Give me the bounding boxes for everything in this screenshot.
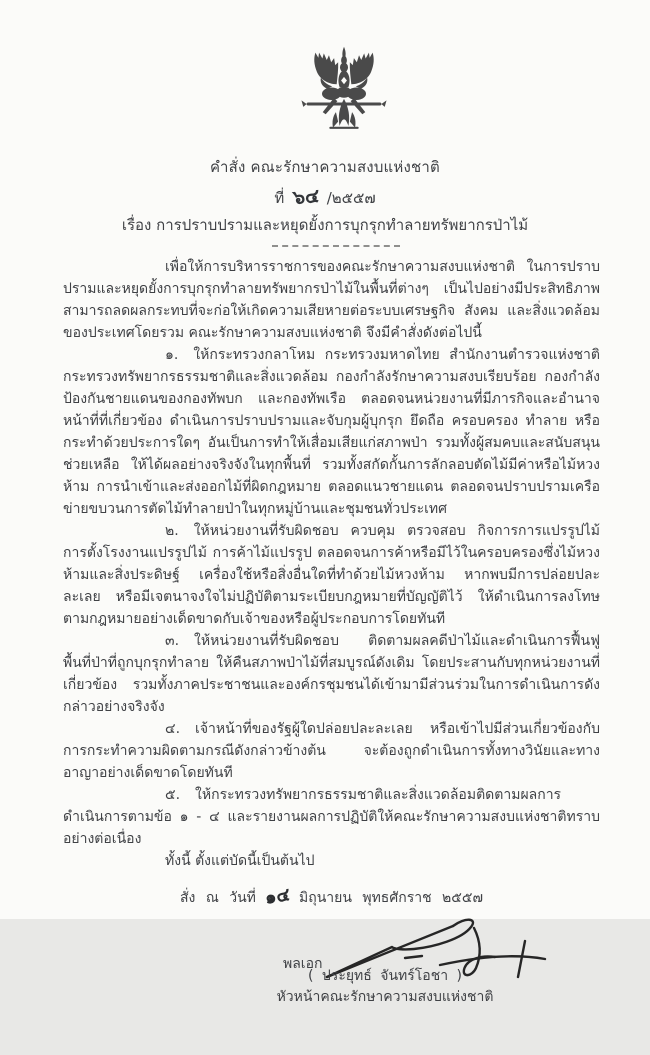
- date-suffix: มิถุนายน พุทธศักราช ๒๕๕๗: [298, 890, 483, 906]
- date-day-handwritten: ๑๔: [263, 884, 292, 909]
- order-number-prefix: ที่: [274, 189, 285, 207]
- item-text: ให้กระทรวงกลาโหม กระทรวงมหาดไทย สำนักงานตำรวจแห่งชาติ กระทรวงทรัพยากรธรรมชาติและสิ่งแวดล้อม กองกำลังรักษาความสงบเรียบร้อย กองกำลังป้องกันชายแดนของกองทัพบก และกองทัพเรือ ตลอดจนหน่วยงานที่มีภารกิจและอำนาจหน้าที่ที่เกี่ยวข้อง ดำเนินการปราบปรามและจับกุมผู้บุกรุก ยึดถือ ครอบครอง ทำลาย หรือกระทำด้วยประการใดๆ อันเป็นการทำให้เสื่อมเสียแก่สภาพป่า รวมทั้งผู้สมคบและสนับสนุนช่วยเหลือ ให้ได้ผลอย่างจริงจังในทุกพื้นที่ รวมทั้งสกัดกั้นการลักลอบตัดไม้มีค่าหรือไม้หวงห้าม การนำเข้าและส่งออกไม้ที่ผิดกฎหมาย ตลอดแนวชายแดน ตลอดจนปราบปรามเครือข่ายขบวนการตัดไม้ทำลายป่าในทุกหมู่บ้านและชุมชนทั่วประเทศ: [63, 347, 600, 517]
- signature-block: [63, 915, 600, 1055]
- order-item-4: [63, 718, 600, 784]
- item-number: ๔.: [165, 721, 181, 737]
- item-number: ๑.: [165, 347, 179, 363]
- signer-identity: [175, 966, 595, 1007]
- dashed-separator: [272, 245, 400, 247]
- item-text: ให้กระทรวงทรัพยากรธรรมชาติและสิ่งแวดล้อมติดตามผลการดำเนินการตามข้อ ๑ - ๔ และรายงานผลการปฏิบัติให้คณะรักษาความสงบแห่งชาติทราบอย่างต่อเนื่อง: [63, 787, 600, 847]
- effective-line: ทั้งนี้ ตั้งแต่บัดนี้เป็นต้นไป: [165, 853, 315, 869]
- intro-paragraph: เพื่อให้การบริหารราชการของคณะรักษาความสงบแห่งชาติ ในการปราบปรามและหยุดยั้งการบุกรุกทำลายทรัพยากรป่าไม้ในพื้นที่ต่างๆ เป็นไปอย่างมีประสิทธิภาพ สามารถลดผลกระทบที่จะก่อให้เกิดความเสียหายต่อระบบเศรษฐกิจ สังคม และสิ่งแวดล้อม ของประเทศโดยรวม คณะรักษาความสงบแห่งชาติ จึงมีคำสั่งดังต่อไปนี้: [63, 259, 600, 341]
- order-item-3: [63, 630, 600, 718]
- signer-name: ( ประยุทธ์ จันทร์โอชา ): [308, 968, 462, 984]
- date-prefix: สั่ง ณ วันที่: [179, 890, 256, 906]
- signer-position: หัวหน้าคณะรักษาความสงบแห่งชาติ: [276, 989, 494, 1005]
- date-line: [63, 884, 600, 910]
- order-number-line: [0, 184, 650, 211]
- garuda-emblem: [300, 44, 388, 142]
- item-text: เจ้าหน้าที่ของรัฐผู้ใดปล่อยปละละเลย หรือเข้าไปมีส่วนเกี่ยวข้องกับการกระทำความผิดตามกรณีดังกล่าวข้างต้น จะต้องถูกดำเนินการทั้งทางวินัยและทางอาญาอย่างเด็ดขาดโดยทันที: [63, 721, 600, 781]
- document-title: คำสั่ง คณะรักษาความสงบแห่งชาติ: [210, 158, 440, 176]
- document-body: [0, 256, 650, 1055]
- item-text: ให้หน่วยงานที่รับผิดชอบ ควบคุม ตรวจสอบ กิจการการแปรรูปไม้ การตั้งโรงงานแปรรูปไม้ การค้าไม้แปรรูป ตลอดจนการค้าหรือมีไว้ในครอบครองซึ่งไม้หวงห้ามและสิ่งประดิษฐ์ เครื่องใช้หรือสิ่งอื่นใดที่ทำด้วยไม้หวงห้าม หากพบมีการปล่อยปละละเลย หรือมีเจตนาจงใจไม่ปฏิบัติตามระเบียบกฎหมายที่บัญญัติไว้ ให้ดำเนินการลงโทษตามกฎหมายอย่างเด็ดขาดกับเจ้าของหรือผู้ประกอบการโดยทันที: [63, 523, 600, 627]
- item-number: ๓.: [165, 633, 180, 649]
- item-number: ๒.: [165, 523, 179, 539]
- emblem-container: [0, 0, 650, 146]
- order-number-year: /๒๕๕๗: [326, 189, 376, 207]
- order-number-handwritten: ๖๔: [292, 184, 321, 210]
- subject-line: เรื่อง การปราบปรามและหยุดยั้งการบุกรุกทำลายทรัพยากรป่าไม้: [121, 216, 529, 234]
- order-item-1: [63, 344, 600, 520]
- order-item-5: [63, 784, 600, 850]
- item-text: ให้หน่วยงานที่รับผิดชอบ ติดตามผลคดีป่าไม้และดำเนินการฟื้นฟูพื้นที่ป่าที่ถูกบุกรุกทำลาย ให้คืนสภาพป่าไม้ที่สมบูรณ์ดังเดิม โดยประสานกับทุกหน่วยงานที่เกี่ยวข้อง รวมทั้งภาคประชาชนและองค์กรชุมชนได้เข้ามามีส่วนร่วมในการดำเนินการดังกล่าวอย่างจริงจัง: [63, 633, 600, 715]
- order-item-2: [63, 520, 600, 630]
- signer-rank: พลเอก: [283, 956, 323, 972]
- item-number: ๕.: [165, 787, 181, 803]
